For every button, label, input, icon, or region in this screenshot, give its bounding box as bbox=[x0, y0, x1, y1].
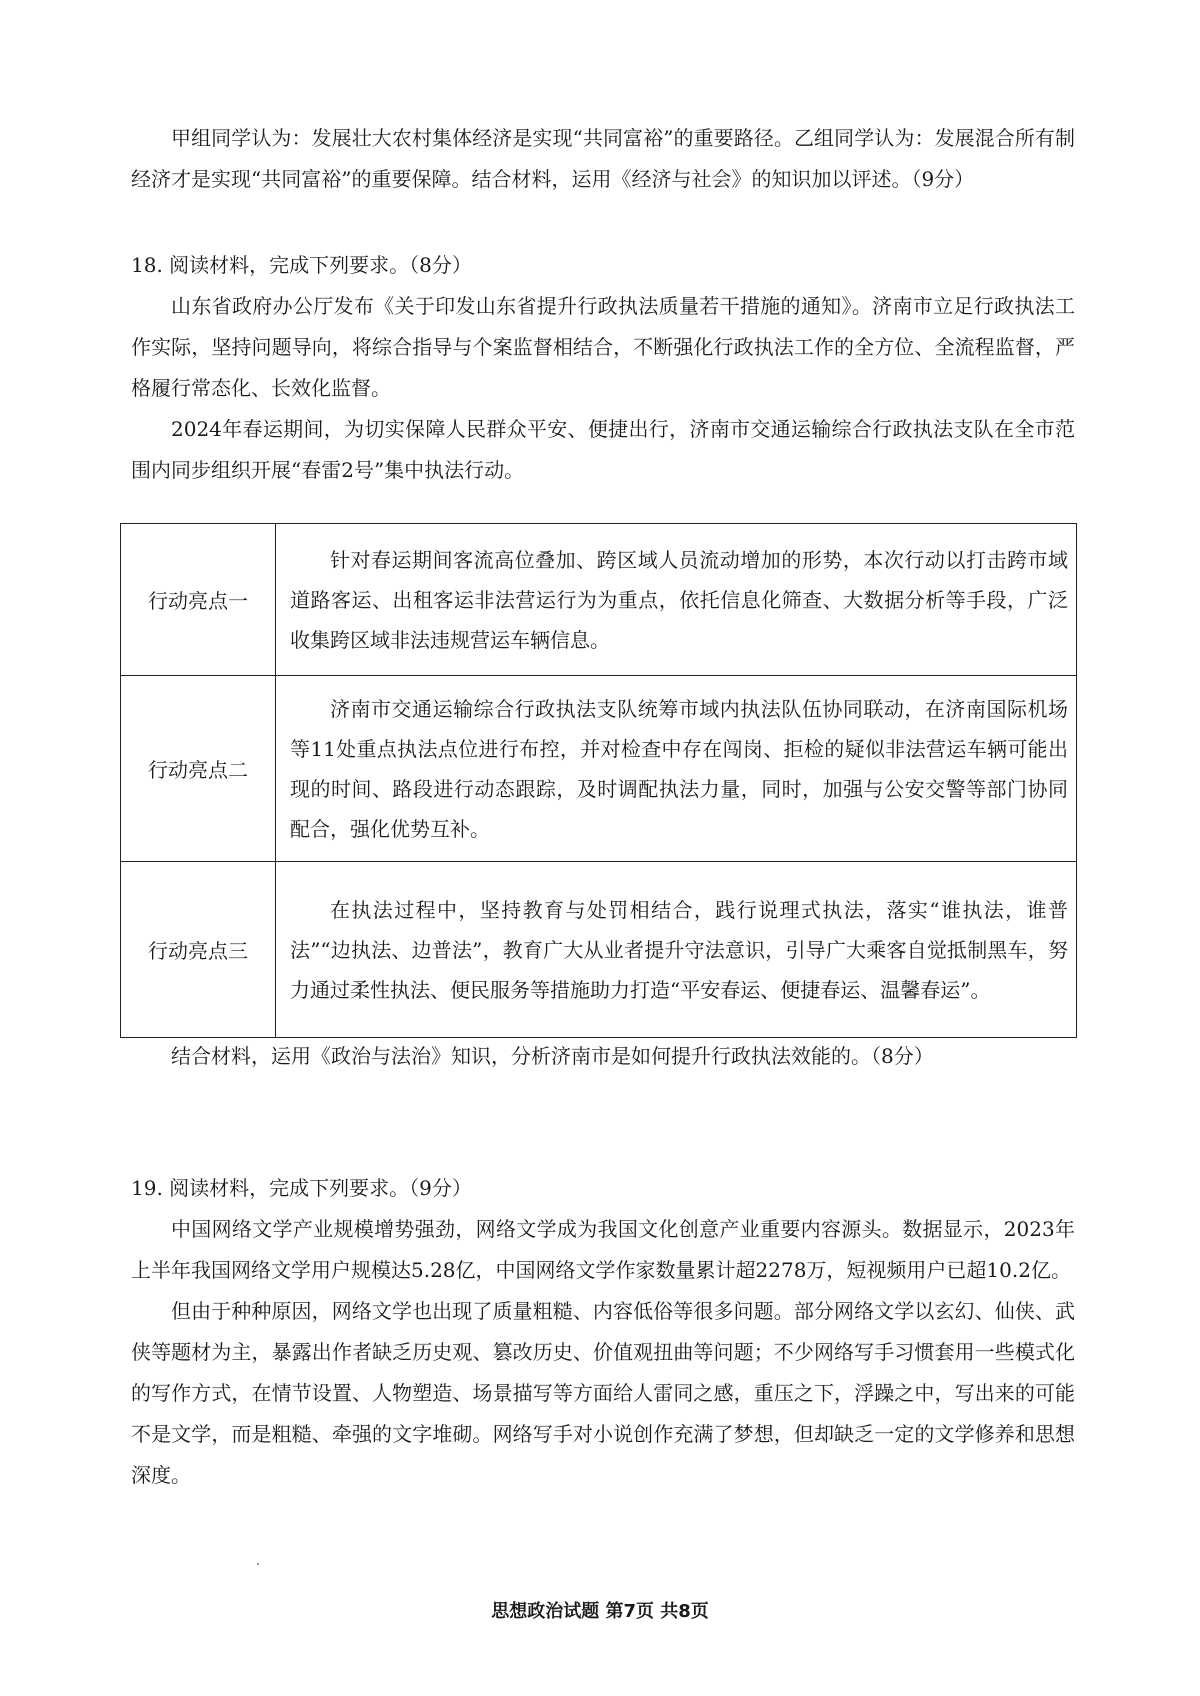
table-row bbox=[121, 862, 1077, 1038]
page-footer: 思想政治试题 第7页 共8页 bbox=[491, 1601, 709, 1622]
q18-question-block bbox=[131, 1036, 1075, 1077]
q19-paragraph: 中国网络文学产业规模增势强劲，网络文学成为我国文化创意产业重要内容源头。数据显示，2023年上半年我国网络文学用户规模达5.28亿，中国网络文学作家数量累计超2278万，短视频用户已超10.2亿。 bbox=[131, 1217, 1075, 1282]
table-row-content: 济南市交通运输综合行政执法支队统筹市域内执法队伍协同联动，在济南国际机场等11处重点执法点位进行布控，并对检查中存在闯岗、拒检的疑似非法营运车辆可能出现的时间、路段进行动态跟踪，及时调配执法力量，同时，加强与公安交警等部门协同配合，强化优势互补。 bbox=[276, 676, 1077, 862]
intro-paragraph: 甲组同学认为：发展壮大农村集体经济是实现“共同富裕”的重要路径。乙组同学认为：发展混合所有制经济才是实现“共同富裕”的重要保障。结合材料，运用《经济与社会》的知识加以评述。（9分） bbox=[131, 126, 1075, 191]
intro-block bbox=[131, 118, 1075, 200]
table-row bbox=[121, 524, 1077, 676]
table-row-content: 在执法过程中，坚持教育与处罚相结合，践行说理式执法，落实“谁执法，谁普法”“边执法、边普法”，教育广大从业者提升守法意识，引导广大乘客自觉抵制黑车，努力通过柔性执法、便民服务等措施助力打造“平安春运、便捷春运、温馨春运”。 bbox=[276, 862, 1077, 1038]
action-highlights-table bbox=[120, 523, 1077, 1038]
q18-heading: 18. 阅读材料，完成下列要求。（8分） bbox=[131, 253, 472, 277]
table-row-label: 行动亮点二 bbox=[121, 676, 276, 862]
q18-question: 结合材料，运用《政治与法治》知识，分析济南市是如何提升行政执法效能的。（8分） bbox=[171, 1044, 934, 1068]
q18-paragraph: 山东省政府办公厅发布《关于印发山东省提升行政执法质量若干措施的通知》。济南市立足行政执法工作实际，坚持问题导向，将综合指导与个案监督相结合，不断强化行政执法工作的全方位、全流程监督，严格履行常态化、长效化监督。 bbox=[131, 294, 1075, 400]
q18-paragraph: 2024年春运期间，为切实保障人民群众平安、便捷出行，济南市交通运输综合行政执法支队在全市范围内同步组织开展“春雷2号”集中执法行动。 bbox=[131, 417, 1075, 482]
table-row-label: 行动亮点一 bbox=[121, 524, 276, 676]
question-19 bbox=[131, 1168, 1075, 1496]
q19-heading: 19. 阅读材料，完成下列要求。（9分） bbox=[131, 1176, 472, 1200]
q19-paragraph: 但由于种种原因，网络文学也出现了质量粗糙、内容低俗等很多问题。部分网络文学以玄幻、仙侠、武侠等题材为主，暴露出作者缺乏历史观、篡改历史、价值观扭曲等问题；不少网络写手习惯套用一些模式化的写作方式，在情节设置、人物塑造、场景描写等方面给人雷同之感，重压之下，浮躁之中，写出来的可能不是文学，而是粗糙、牵强的文字堆砌。网络写手对小说创作充满了梦想，但却缺乏一定的文学修养和思想深度。 bbox=[131, 1299, 1075, 1487]
table-row-label: 行动亮点三 bbox=[121, 862, 276, 1038]
table-row bbox=[121, 676, 1077, 862]
question-18 bbox=[131, 245, 1075, 491]
scan-speck bbox=[257, 1563, 259, 1565]
table-row-content: 针对春运期间客流高位叠加、跨区域人员流动增加的形势，本次行动以打击跨市域道路客运、出租客运非法营运行为为重点，依托信息化筛查、大数据分析等手段，广泛收集跨区域非法违规营运车辆信息。 bbox=[276, 524, 1077, 676]
